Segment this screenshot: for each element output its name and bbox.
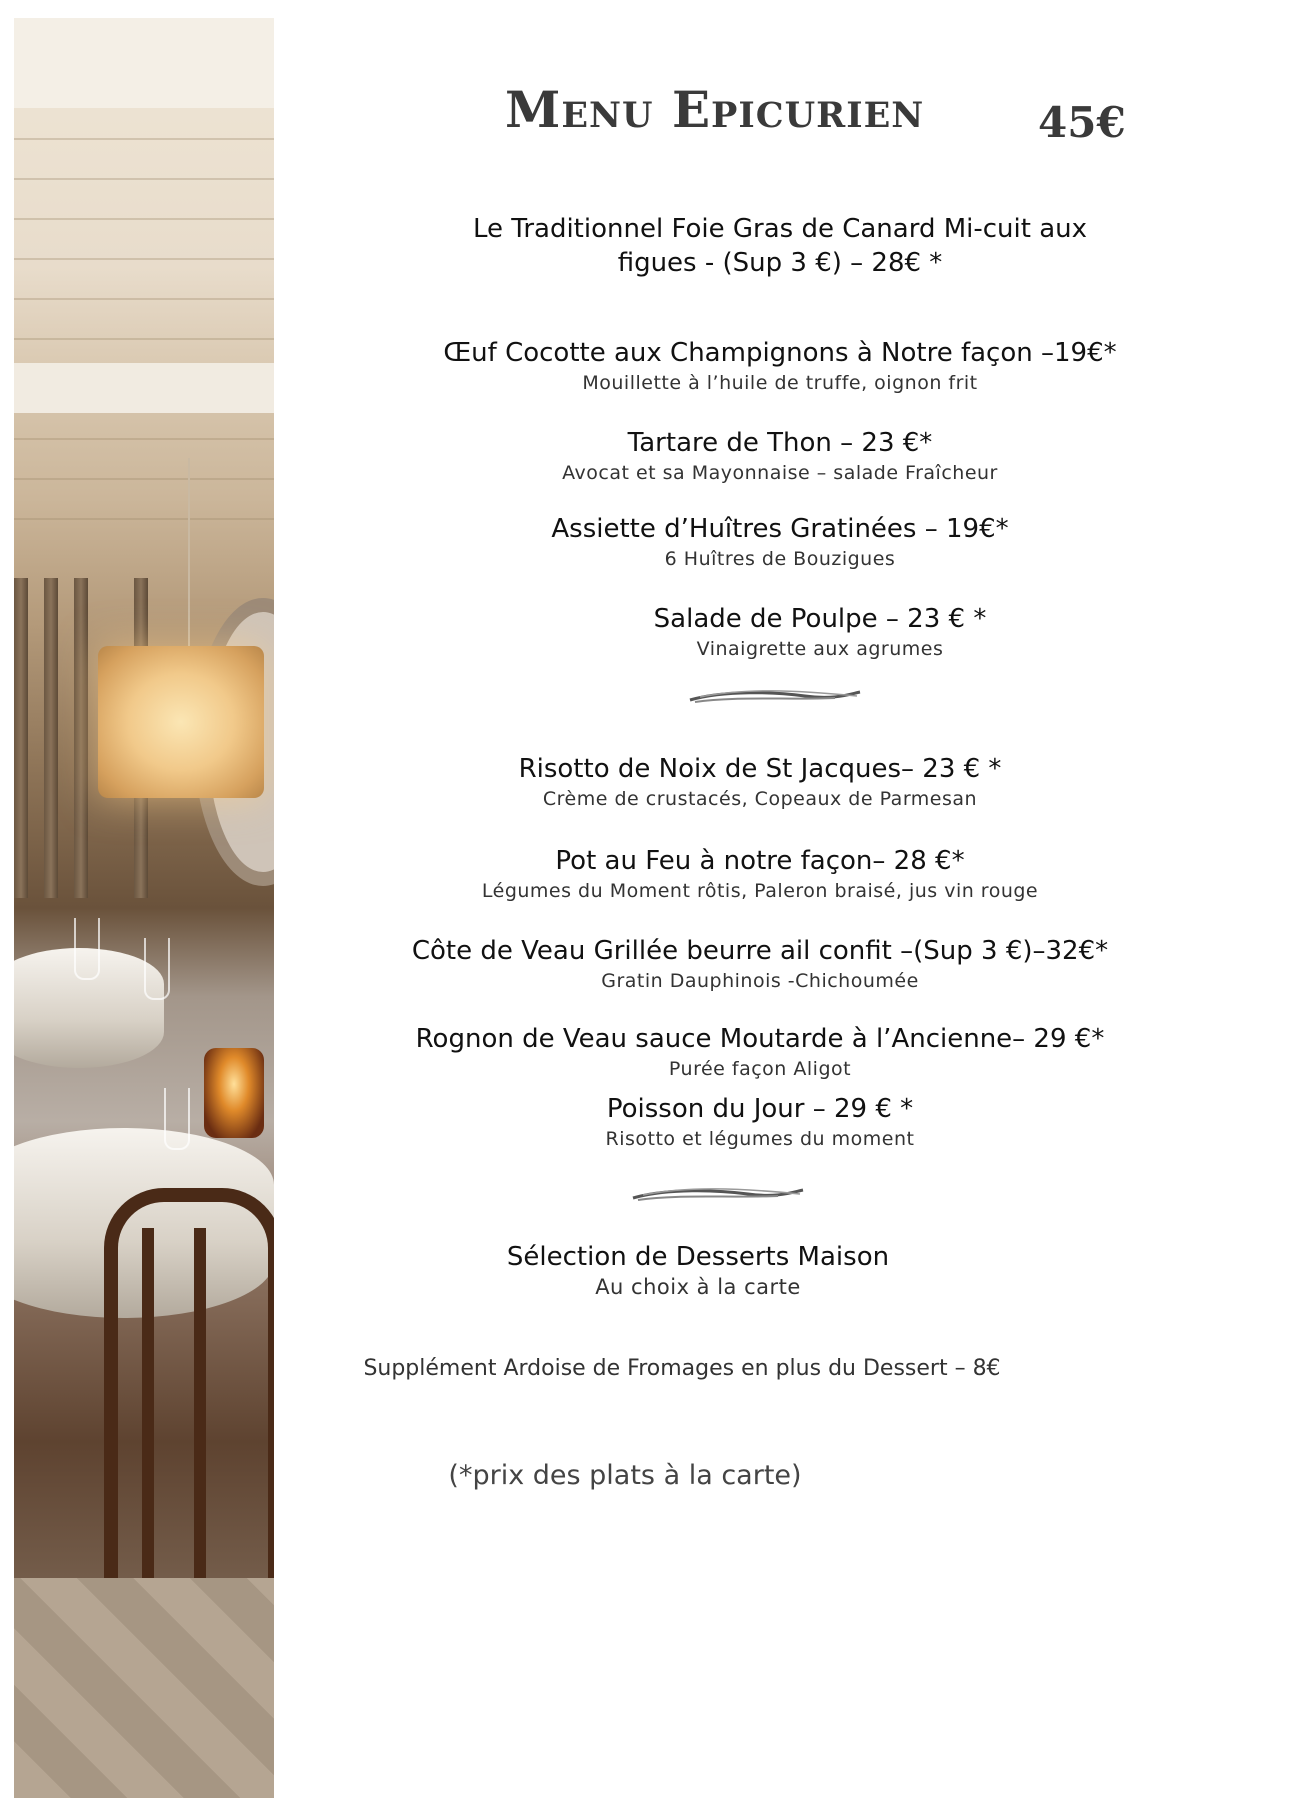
menu-item-pot-au-feu	[280, 844, 1240, 904]
menu-header	[300, 80, 1260, 170]
dish-description: Vinaigrette aux agrumes	[696, 638, 944, 660]
menu-price: 45€	[1038, 98, 1126, 147]
dish-name: Poisson du Jour – 29 € *	[606, 1094, 914, 1124]
footnote	[145, 1460, 1105, 1491]
cheese-supplement	[202, 1356, 1162, 1381]
brush-divider	[685, 682, 865, 712]
dish-name: figues - (Sup 3 €) – 28€ *	[617, 248, 943, 278]
dish-description: Mouillette à l’huile de truffe, oignon frit	[582, 372, 978, 394]
dish-name: Œuf Cocotte aux Champignons à Notre façon –19€*	[443, 338, 1117, 368]
menu-item-rognon	[280, 1022, 1240, 1082]
dish-name: Sélection de Desserts Maison	[506, 1242, 890, 1272]
dish-name: Tartare de Thon – 23 €*	[627, 428, 933, 458]
menu-item-tartare	[300, 426, 1260, 486]
dish-name: Risotto de Noix de St Jacques– 23 € *	[518, 754, 1002, 784]
dish-name: Rognon de Veau sauce Moutarde à l’Ancienne– 29 €*	[415, 1024, 1105, 1054]
menu-item-desserts	[218, 1240, 1178, 1300]
dish-description: Risotto et légumes du moment	[605, 1128, 915, 1150]
footnote-text: (*prix des plats à la carte)	[448, 1460, 802, 1491]
menu-item-foie-gras	[300, 212, 1260, 280]
dish-name: Assiette d’Huîtres Gratinées – 19€*	[551, 514, 1009, 544]
menu-item-oeuf-cocotte	[300, 336, 1260, 396]
supplement-text: Supplément Ardoise de Fromages en plus du Dessert – 8€	[363, 1356, 1001, 1381]
menu-item-cote-de-veau	[280, 934, 1240, 994]
menu-item-poulpe	[340, 602, 1300, 662]
menu-title: Menu Epicurien	[505, 80, 925, 139]
dish-description: Au choix à la carte	[595, 1275, 801, 1299]
dish-description: Purée façon Aligot	[668, 1058, 852, 1080]
restaurant-photo	[14, 18, 274, 1798]
dish-name: Le Traditionnel Foie Gras de Canard Mi-cuit aux	[472, 214, 1088, 244]
dish-description: Avocat et sa Mayonnaise – salade Fraîcheur	[562, 462, 998, 484]
dish-name: Côte de Veau Grillée beurre ail confit –(Sup 3 €)–32€*	[411, 936, 1109, 966]
menu-item-huitres	[300, 512, 1260, 572]
menu-item-poisson	[280, 1092, 1240, 1152]
dish-description: Gratin Dauphinois -Chichoumée	[601, 970, 919, 992]
dish-description: Légumes du Moment rôtis, Paleron braisé, jus vin rouge	[481, 880, 1039, 902]
menu-item-risotto	[280, 752, 1240, 812]
dish-description: Crème de crustacés, Copeaux de Parmesan	[542, 788, 978, 810]
brush-divider	[628, 1180, 808, 1210]
dish-name: Pot au Feu à notre façon– 28 €*	[555, 846, 965, 876]
dish-name: Salade de Poulpe – 23 € *	[653, 604, 987, 634]
dish-description: 6 Huîtres de Bouzigues	[664, 548, 896, 570]
